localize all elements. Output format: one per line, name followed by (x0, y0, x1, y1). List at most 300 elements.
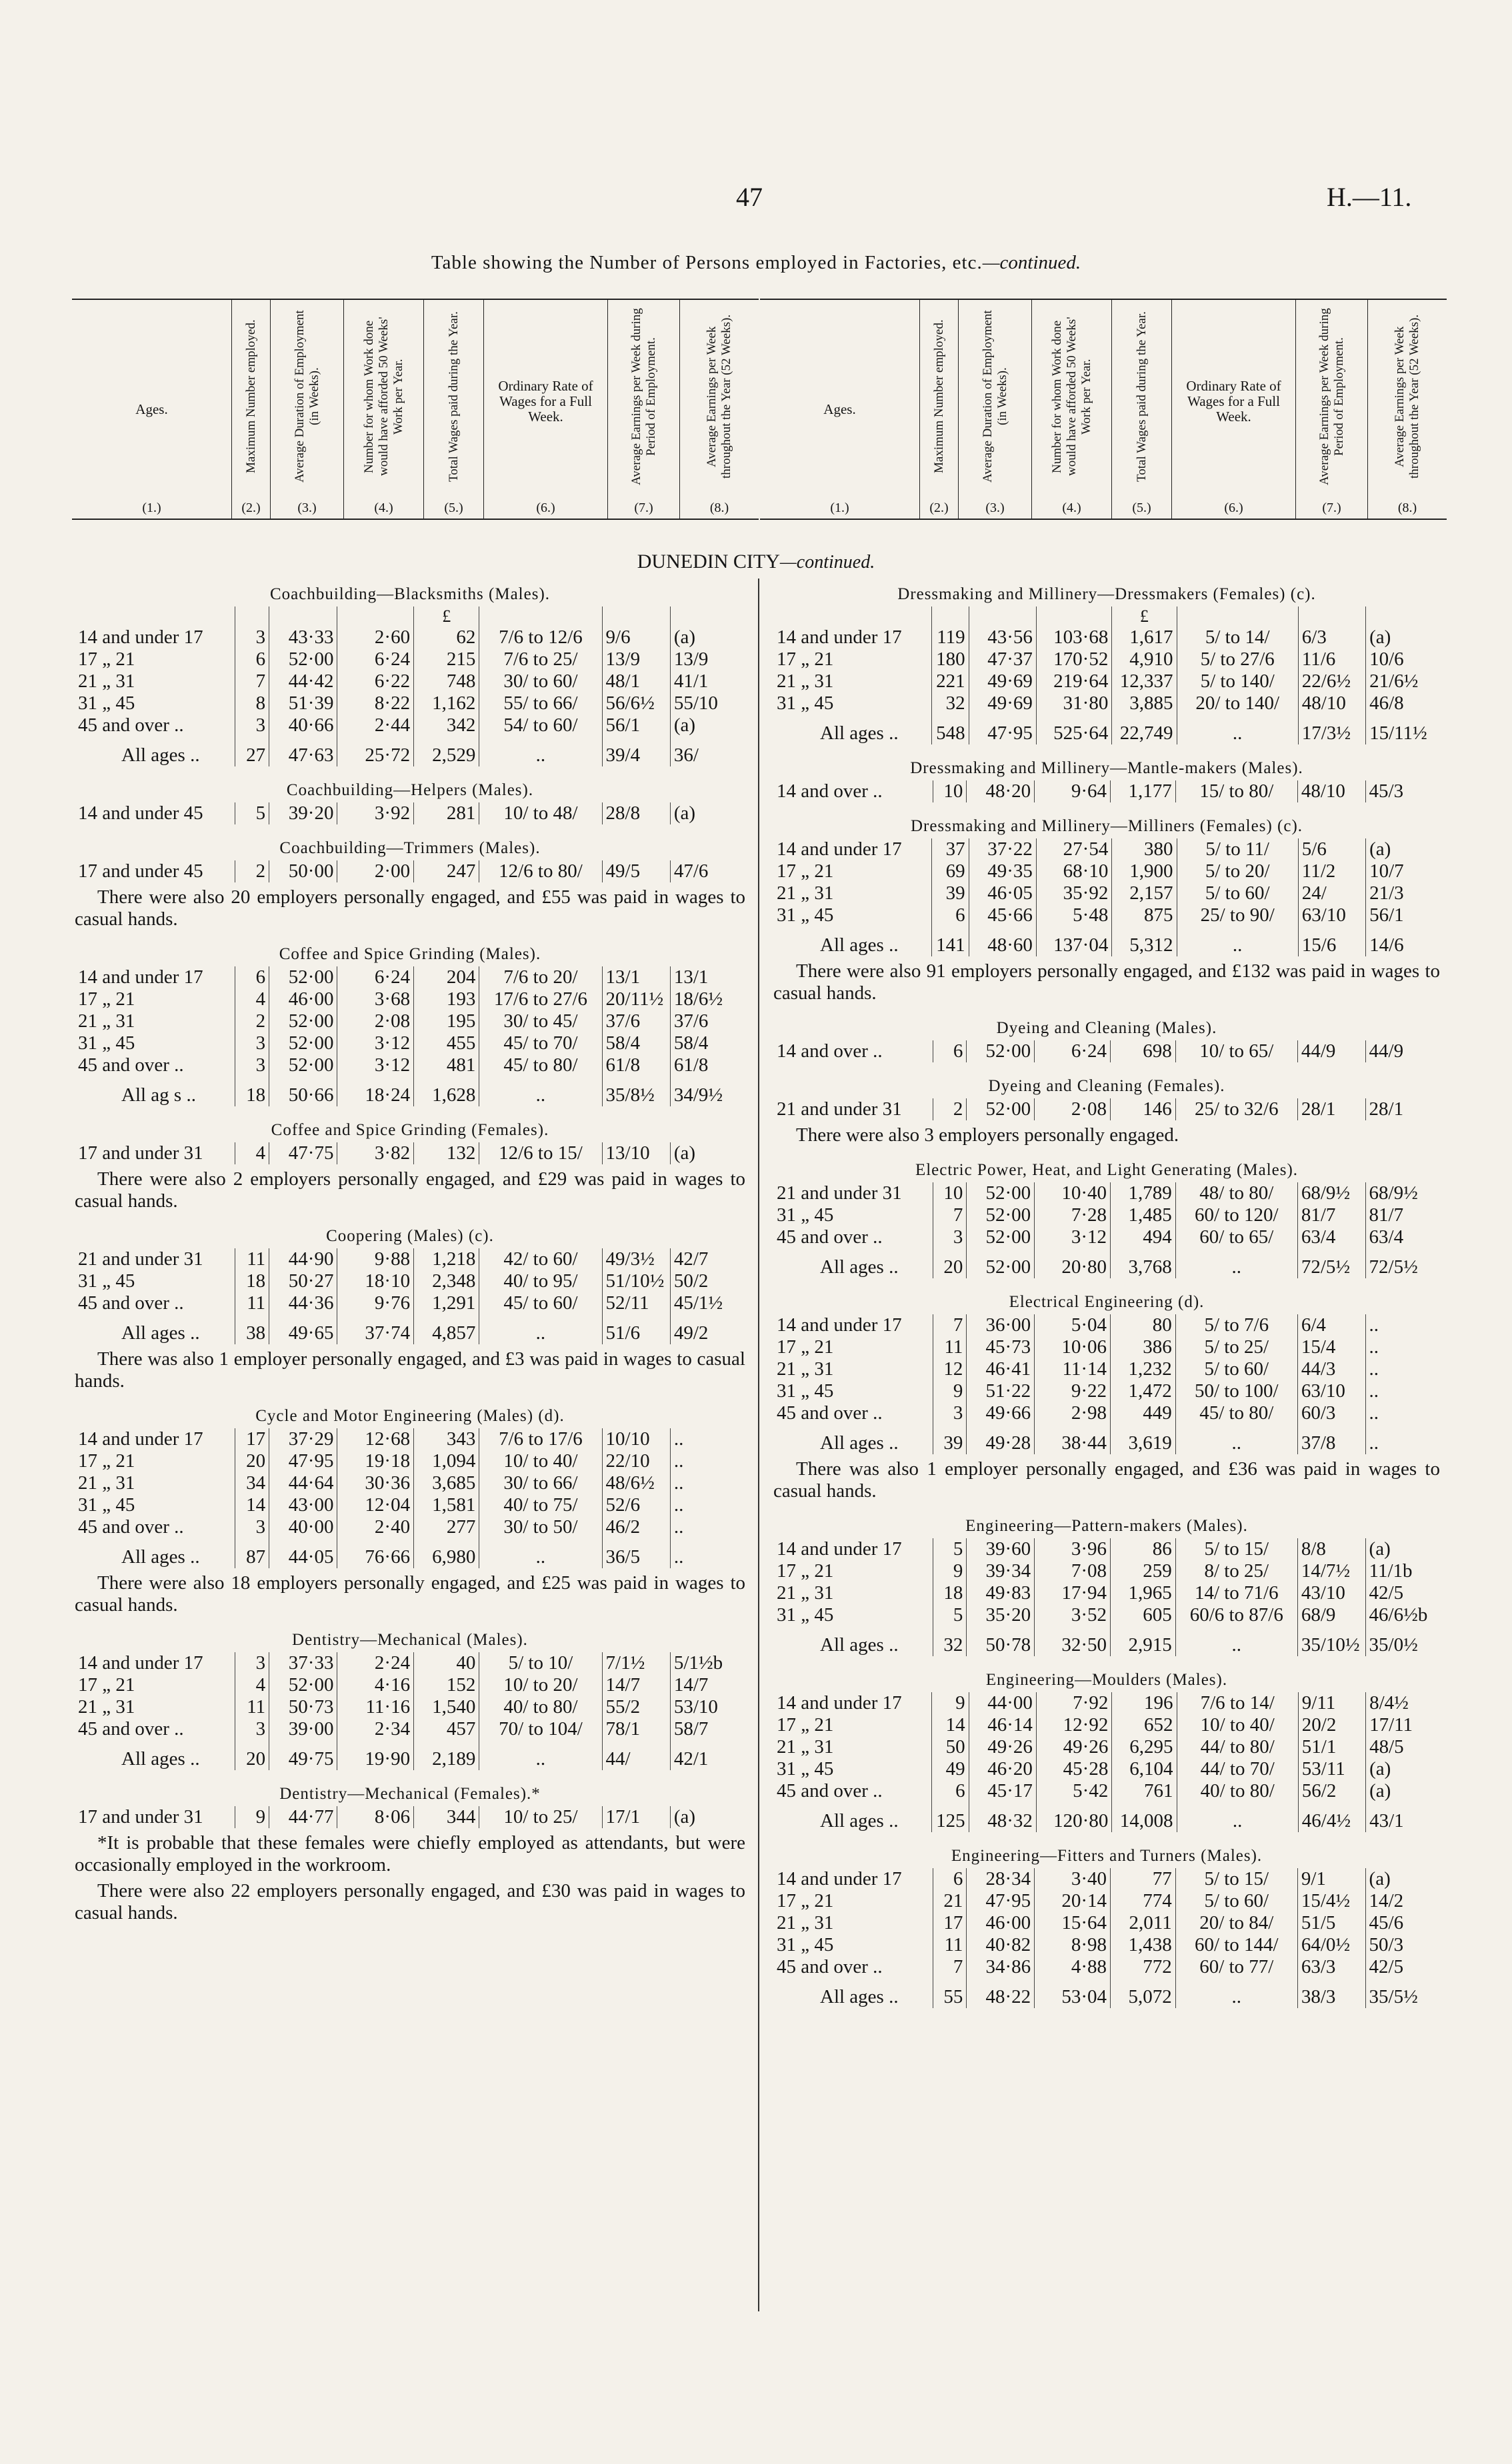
table-cell: 25/ to 90/ (1177, 904, 1298, 926)
table-cell: 5/ to 140/ (1177, 670, 1298, 692)
table-cell: 55/ to 66/ (479, 692, 602, 714)
age-group: 17 „ 21 (773, 1560, 933, 1582)
table-cell: 6·24 (337, 648, 414, 670)
table-cell: 5/ to 10/ (479, 1652, 602, 1674)
table-cell: 1,472 (1111, 1380, 1176, 1402)
table-cell: 49·69 (969, 692, 1036, 714)
table-row (773, 1204, 1440, 1226)
total-cell: 35/0½ (1369, 1634, 1418, 1656)
total-cell: 49·28 (967, 1424, 1035, 1454)
table-cell: 652 (1112, 1714, 1177, 1736)
table-cell: 3 (235, 1652, 269, 1674)
table-row (773, 1604, 1440, 1626)
table-cell: 2·08 (1035, 1098, 1111, 1120)
table-cell: 195 (414, 1010, 479, 1032)
table-cell: 56/6½ (602, 692, 670, 714)
table-section-coffee-and-spice-grinding-males (75, 945, 745, 1106)
table-cell: 18 (235, 1270, 269, 1292)
footnote: There were also 3 employers personally engaged. (796, 1124, 1179, 1146)
footnote: There was also 1 employer personally engaged, and £3 was paid in wages to casual hands. (75, 1348, 745, 1392)
header-num-1: (1.) (142, 501, 161, 515)
table-section-electrical-engineering-d (773, 1293, 1440, 1502)
total-label: All ages .. (773, 1802, 932, 1832)
table-cell: 9 (235, 1806, 269, 1828)
header-total-wages: Total Wages paid during the Year. (1134, 311, 1149, 482)
table-cell: 60/6 to 87/6 (1175, 1604, 1297, 1626)
table-cell: 15/4½ (1297, 1890, 1365, 1912)
table-cell: 5 (235, 802, 269, 824)
right-column (773, 579, 1440, 2023)
table-cell: 7·08 (1035, 1560, 1111, 1582)
table-cell: 44·36 (269, 1292, 337, 1314)
table-cell: 10·40 (1035, 1182, 1111, 1204)
table-cell: 48/10 (1297, 780, 1365, 802)
table-cell: 5/ to 27/6 (1177, 648, 1298, 670)
age-group: 45 and over .. (773, 1402, 933, 1424)
age-group: 14 and under 17 (773, 1692, 932, 1714)
table-cell: 11/6 (1298, 648, 1365, 670)
table-cell: (a) (1369, 626, 1391, 648)
table-cell: 17·94 (1035, 1582, 1111, 1604)
total-cell: 20 (235, 1740, 269, 1770)
table-cell: 5·04 (1035, 1314, 1111, 1336)
table-cell: 51·22 (967, 1380, 1035, 1402)
age-group: 14 and over .. (773, 1040, 933, 1062)
header-avg-duration: Average Duration of Employment (in Weeks). (292, 310, 321, 483)
table-cell: 10/10 (602, 1428, 670, 1450)
table-row (773, 692, 1440, 714)
table-cell: 3·52 (1035, 1604, 1111, 1626)
footnote: *It is probable that these females were chiefly employed as attendants, but were occasionally employed in the workroom. (75, 1832, 745, 1875)
table-cell: 52·00 (967, 1226, 1035, 1248)
table-cell: 343 (414, 1428, 479, 1450)
table-row (75, 966, 745, 988)
table-row (75, 1472, 745, 1494)
section-title: Coffee and Spice Grinding (Males). (279, 945, 541, 963)
age-group: 31 „ 45 (773, 1604, 933, 1626)
age-group: 21 „ 31 (75, 1472, 235, 1494)
table-cell: 47·75 (269, 1142, 337, 1164)
table-row (773, 1714, 1440, 1736)
age-group: 21 and under 31 (75, 1248, 235, 1270)
table-cell: 40/ to 95/ (479, 1270, 602, 1292)
total-cell: 3,768 (1111, 1248, 1176, 1278)
table-cell: 5·48 (1036, 904, 1111, 926)
table-cell: 3·92 (337, 802, 414, 824)
table-cell: 37/6 (602, 1010, 670, 1032)
table-cell: 21 (933, 1890, 967, 1912)
table-cell: 46·00 (269, 988, 337, 1010)
total-cell: 50·66 (269, 1076, 337, 1106)
total-row (75, 1538, 745, 1568)
table-cell: (a) (1369, 1758, 1391, 1780)
table-cell: 47·95 (269, 1450, 337, 1472)
table-cell: 34 (235, 1472, 269, 1494)
table-row (773, 1934, 1440, 1956)
table-cell: 52·00 (967, 1204, 1035, 1226)
total-cell: 5,312 (1112, 926, 1177, 956)
total-cell: 20·80 (1035, 1248, 1111, 1278)
empty-cell (75, 607, 235, 626)
table-cell: 10/ to 48/ (479, 802, 602, 824)
table-cell: 2 (235, 860, 269, 882)
table-cell: 11·14 (1035, 1358, 1111, 1380)
section-title: Engineering—Pattern-makers (Males). (965, 1517, 1248, 1535)
table-section-engineering-pattern-makers-males (773, 1517, 1440, 1656)
table-cell: 60/ to 65/ (1175, 1226, 1297, 1248)
table-cell: 52·00 (967, 1182, 1035, 1204)
header-max-employed: Maximum Number employed. (243, 319, 258, 474)
total-cell: 15/11½ (1369, 722, 1427, 744)
total-cell: .. (1177, 714, 1298, 744)
header-total-wages: Total Wages paid during the Year. (446, 311, 461, 482)
table-cell: 68/9 (1297, 1604, 1365, 1626)
table-cell: 10·06 (1035, 1336, 1111, 1358)
table-cell: 2·08 (337, 1010, 414, 1032)
table-cell: 3 (235, 1032, 269, 1054)
age-group: 14 and over .. (773, 780, 933, 802)
table-cell: 37·29 (269, 1428, 337, 1450)
header-ages: Ages. (823, 401, 856, 417)
table-cell: 55/10 (673, 692, 718, 714)
total-label: All ages .. (773, 1978, 933, 2008)
section-title: Engineering—Fitters and Turners (Males). (951, 1847, 1263, 1865)
empty-cell (969, 607, 1036, 626)
table-cell: 170·52 (1036, 648, 1111, 670)
table-cell: 9·64 (1035, 780, 1111, 802)
table-cell: 6 (933, 1868, 967, 1890)
table-cell: 277 (414, 1516, 479, 1538)
section-title: Dressmaking and Millinery—Dressmakers (Females) (c). (897, 585, 1316, 603)
empty-cell (670, 607, 745, 626)
table-cell: 14/7 (673, 1674, 709, 1696)
table-cell: 40·00 (269, 1516, 337, 1538)
total-cell: 548 (932, 714, 969, 744)
total-cell: 38 (235, 1314, 269, 1344)
total-cell: .. (479, 736, 602, 766)
table-title-main: Table showing the Number of Persons employed in Factories, etc. (431, 252, 983, 273)
total-row (75, 1076, 745, 1106)
table-row (773, 882, 1440, 904)
table-row (773, 1582, 1440, 1604)
empty-cell (235, 607, 269, 626)
table-cell: 56/1 (602, 714, 670, 736)
table-cell: (a) (1369, 1538, 1391, 1560)
header-fifty-weeks: Number for whom Work done would have afforded 50 Weeks' Work per Year. (361, 317, 405, 477)
table-section-dentistry-mechanical-females (75, 1785, 745, 1924)
table-cell: 3·40 (1035, 1868, 1111, 1890)
table-cell: 3·68 (337, 988, 414, 1010)
age-group: 17 „ 21 (75, 1674, 235, 1696)
total-cell: 35/10½ (1297, 1626, 1365, 1656)
total-cell: 18·24 (337, 1076, 414, 1106)
table-cell: 63/4 (1297, 1226, 1365, 1248)
table-cell: 30·36 (337, 1472, 414, 1494)
table-cell: 49·83 (967, 1582, 1035, 1604)
table-cell: 6/4 (1297, 1314, 1365, 1336)
table-row (773, 1956, 1440, 1978)
table-cell: 17/6 to 27/6 (479, 988, 602, 1010)
table-cell: 50/3 (1369, 1934, 1404, 1955)
table-cell: 44/9 (1369, 1040, 1404, 1062)
age-group: 31 „ 45 (773, 1934, 933, 1956)
table-cell: 55/2 (602, 1696, 670, 1718)
table-cell: 6·22 (337, 670, 414, 692)
table-cell: 5/ to 15/ (1175, 1538, 1297, 1560)
table-row (773, 1560, 1440, 1582)
header-num-4: (4.) (1062, 501, 1081, 515)
table-cell: 8·06 (337, 1806, 414, 1828)
table-cell: 7/6 to 17/6 (479, 1428, 602, 1450)
table-cell: 10/7 (1369, 860, 1404, 882)
table-cell: 3·82 (337, 1142, 414, 1164)
table-cell: 31·80 (1036, 692, 1111, 714)
table-cell: 146 (1111, 1098, 1176, 1120)
total-label: All ages .. (75, 736, 235, 766)
table-cell: 40·82 (967, 1934, 1035, 1956)
table-cell: 12/6 to 15/ (479, 1142, 602, 1164)
table-cell: 5·42 (1036, 1780, 1111, 1802)
table-cell: 36·00 (967, 1314, 1035, 1336)
table-cell: 10 (933, 1182, 967, 1204)
total-cell: 36/5 (602, 1538, 670, 1568)
header-num-2: (2.) (929, 501, 949, 515)
table-cell: 119 (932, 626, 969, 648)
table-cell: 43/10 (1297, 1582, 1365, 1604)
table-cell: (a) (673, 714, 696, 736)
table-cell: 37·22 (969, 838, 1036, 860)
table-cell: 44·90 (269, 1248, 337, 1270)
table-cell: 457 (414, 1718, 479, 1740)
total-cell: .. (1175, 1424, 1297, 1454)
table-cell: 455 (414, 1032, 479, 1054)
table-cell: .. (673, 1450, 684, 1472)
table-cell: 42/7 (673, 1248, 709, 1270)
table-cell: 17/11 (1369, 1714, 1413, 1736)
table-section-coachbuilding-blacksmiths-males (75, 585, 745, 766)
total-cell: 55 (933, 1978, 967, 2008)
total-cell: 44·05 (269, 1538, 337, 1568)
header-num-6: (6.) (536, 501, 555, 515)
table-cell: 5/6 (1298, 838, 1365, 860)
total-cell: 137·04 (1036, 926, 1111, 956)
table-section-coffee-and-spice-grinding-females (75, 1121, 745, 1212)
table-cell: 52/6 (602, 1494, 670, 1516)
table-cell: 247 (414, 860, 479, 882)
table-cell: 5/ to 60/ (1177, 882, 1298, 904)
table-cell: 12·68 (337, 1428, 414, 1450)
total-label: All ages .. (773, 1424, 933, 1454)
table-row (773, 1758, 1440, 1780)
table-cell: 64/0½ (1297, 1934, 1365, 1956)
table-cell: 45·73 (967, 1336, 1035, 1358)
table-cell: .. (673, 1494, 684, 1516)
table-cell: 44·64 (269, 1472, 337, 1494)
table-cell: 69 (932, 860, 969, 882)
table-row (773, 780, 1440, 802)
age-group: 17 and under 45 (75, 860, 235, 882)
age-group: 21 „ 31 (773, 670, 932, 692)
total-cell: 2,189 (414, 1740, 479, 1770)
table-cell: 20·14 (1035, 1890, 1111, 1912)
total-cell: 87 (235, 1538, 269, 1568)
table-cell: 60/ to 77/ (1175, 1956, 1297, 1978)
total-cell: 43/1 (1369, 1810, 1404, 1832)
table-cell: 5 (933, 1604, 967, 1626)
table-cell: 20/2 (1298, 1714, 1365, 1736)
table-cell: 51/1 (1298, 1736, 1365, 1758)
age-group: 45 and over .. (75, 1054, 235, 1076)
table-cell: 3 (235, 714, 269, 736)
age-group: 14 and under 17 (75, 966, 235, 988)
table-cell: 9/6 (602, 626, 670, 648)
table-cell: .. (673, 1428, 684, 1450)
table-title-continued: —continued. (982, 252, 1081, 273)
total-cell: 34/9½ (673, 1084, 723, 1106)
table-cell: 35·92 (1036, 882, 1111, 904)
table-cell: 6·24 (1035, 1040, 1111, 1062)
table-section-dyeing-and-cleaning-males (773, 1019, 1440, 1062)
table-cell: 8/ to 25/ (1175, 1560, 1297, 1582)
table-cell: 4·88 (1035, 1956, 1111, 1978)
table-row (773, 1402, 1440, 1424)
table-cell: 68·10 (1036, 860, 1111, 882)
table-cell: 17 (235, 1428, 269, 1450)
age-group: 21 „ 31 (773, 882, 932, 904)
table-cell: 1,789 (1111, 1182, 1176, 1204)
header-num-5: (5.) (1132, 501, 1151, 515)
section-title: Dyeing and Cleaning (Males). (996, 1019, 1217, 1037)
table-cell: 34·86 (967, 1956, 1035, 1978)
table-cell: 11 (235, 1292, 269, 1314)
table-cell: 49·26 (969, 1736, 1036, 1758)
table-cell: 45/ to 70/ (479, 1032, 602, 1054)
table-cell: 7/6 to 12/6 (479, 626, 602, 648)
table-cell: 52·00 (967, 1040, 1035, 1062)
table-cell: 6 (933, 1040, 967, 1062)
table-row (773, 1358, 1440, 1380)
table-cell: 3 (933, 1402, 967, 1424)
table-cell: 5/ to 15/ (1175, 1868, 1297, 1890)
section-title: Dentistry—Mechanical (Males). (292, 1631, 528, 1649)
total-cell: 141 (932, 926, 969, 956)
empty-cell (932, 607, 969, 626)
table-cell: 50·73 (269, 1696, 337, 1718)
empty-cell (479, 607, 602, 626)
table-cell: 193 (414, 988, 479, 1010)
table-cell: 40/ to 80/ (479, 1696, 602, 1718)
city-heading (0, 551, 1512, 573)
total-cell: 52·00 (967, 1248, 1035, 1278)
table-section-coachbuilding-helpers-males (75, 781, 745, 824)
column-header-left (72, 299, 759, 520)
age-group: 31 „ 45 (773, 1204, 933, 1226)
table-cell: 12/6 to 80/ (479, 860, 602, 882)
table-cell: 19·18 (337, 1450, 414, 1472)
table-cell: 63/10 (1298, 904, 1365, 926)
table-cell: 221 (932, 670, 969, 692)
table-cell: 7 (933, 1204, 967, 1226)
table-cell: 63/10 (1297, 1380, 1365, 1402)
table-cell: 103·68 (1036, 626, 1111, 648)
table-cell: 11·16 (337, 1696, 414, 1718)
header-avg-earnings-year: Average Earnings per Week throughout the Year (52 Weeks). (1393, 314, 1421, 479)
table-cell: 80 (1111, 1314, 1176, 1336)
table-cell: 1,218 (414, 1248, 479, 1270)
table-cell: 70/ to 104/ (479, 1718, 602, 1740)
table-row (75, 1516, 745, 1538)
table-cell: 281 (414, 802, 479, 824)
table-cell: 2·98 (1035, 1402, 1111, 1424)
total-cell: 4,857 (414, 1314, 479, 1344)
table-cell: 77 (1111, 1868, 1176, 1890)
table-cell: 5/ to 11/ (1177, 838, 1298, 860)
table-cell: 48/ to 80/ (1175, 1182, 1297, 1204)
total-label: All ag s .. (75, 1076, 235, 1106)
total-cell: 39/4 (602, 736, 670, 766)
footnote: There were also 20 employers personally engaged, and £55 was paid in wages to casual hands. (75, 886, 745, 930)
table-cell: 3 (235, 1718, 269, 1740)
section-title: Electrical Engineering (d). (1009, 1293, 1205, 1311)
age-group: 21 „ 31 (773, 1736, 932, 1758)
table-title (0, 252, 1512, 274)
table-cell: 45·28 (1036, 1758, 1111, 1780)
table-cell: 1,177 (1111, 780, 1176, 802)
table-cell: 14/ to 71/6 (1175, 1582, 1297, 1604)
empty-cell (773, 607, 932, 626)
table-cell: 3 (235, 1054, 269, 1076)
table-cell: 2·60 (337, 626, 414, 648)
age-group: 17 „ 21 (773, 1890, 933, 1912)
table-cell: 50/2 (673, 1270, 709, 1292)
age-group: 45 and over .. (773, 1226, 933, 1248)
section-title: Dressmaking and Millinery—Milliners (Females) (c). (910, 817, 1303, 835)
table-cell: 12·92 (1036, 1714, 1111, 1736)
table-cell: 2·34 (337, 1718, 414, 1740)
table-cell: 7/6 to 14/ (1177, 1692, 1298, 1714)
total-cell: 72/5½ (1369, 1256, 1418, 1278)
age-group: 14 and under 45 (75, 802, 235, 824)
header-num-6: (6.) (1224, 501, 1243, 515)
table-cell: 4,910 (1112, 648, 1177, 670)
table-cell: 17 (933, 1912, 967, 1934)
table-cell: 37·33 (269, 1652, 337, 1674)
table-cell: 46/2 (602, 1516, 670, 1538)
table-cell: 60/ to 120/ (1175, 1204, 1297, 1226)
total-cell: 2,915 (1111, 1626, 1176, 1656)
table-row (75, 1270, 745, 1292)
age-group: 21 and under 31 (773, 1098, 933, 1120)
total-cell: 6,980 (414, 1538, 479, 1568)
table-cell: 14 (932, 1714, 969, 1736)
table-cell: 48/1 (602, 670, 670, 692)
table-cell: 48/10 (1298, 692, 1365, 714)
table-cell: 1,232 (1111, 1358, 1176, 1380)
total-cell: 17/3½ (1298, 714, 1365, 744)
total-cell: 50·78 (967, 1626, 1035, 1656)
age-group: 45 and over .. (773, 1780, 932, 1802)
table-row (773, 1736, 1440, 1758)
total-cell: 44/ (602, 1740, 670, 1770)
table-cell: 10/ to 65/ (1175, 1040, 1297, 1062)
total-cell: 14/6 (1369, 934, 1404, 956)
total-cell: 76·66 (337, 1538, 414, 1568)
table-cell: 10/ to 20/ (479, 1674, 602, 1696)
table-cell: 2,157 (1112, 882, 1177, 904)
total-row (773, 1802, 1440, 1832)
total-cell: 49/2 (673, 1322, 709, 1344)
total-cell: 46/4½ (1298, 1802, 1365, 1832)
